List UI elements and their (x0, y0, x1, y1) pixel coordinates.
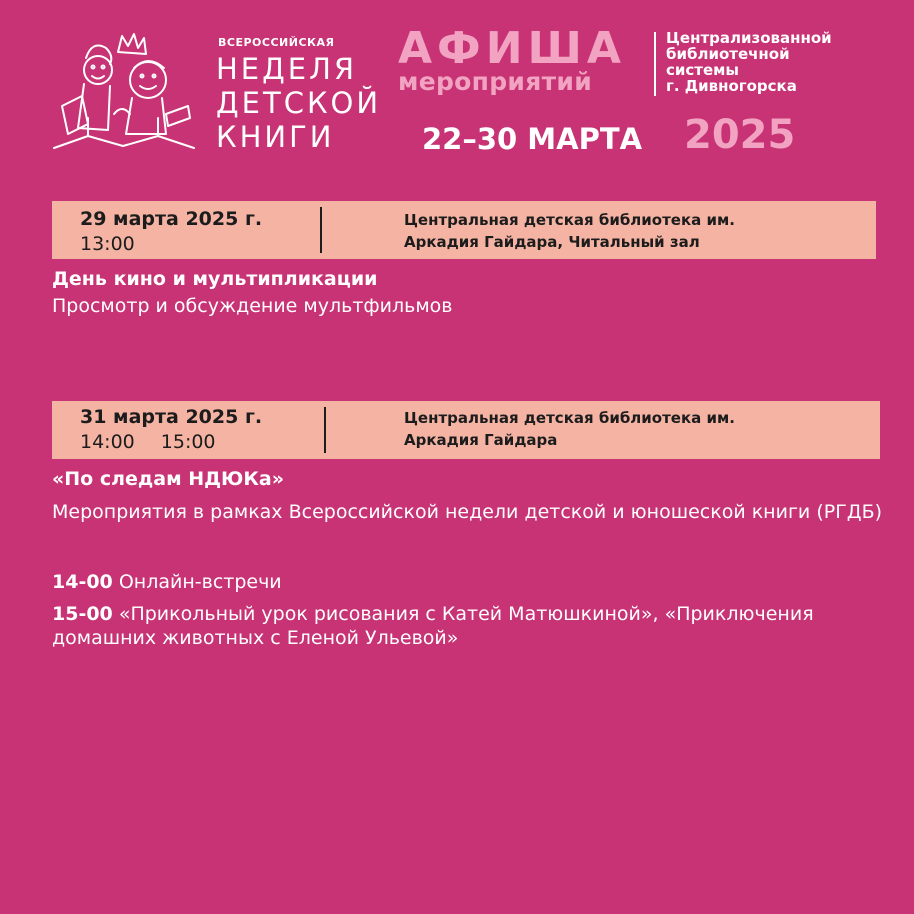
schedule-text: «Прикольный урок рисования с Катей Матюшкиной», «Приключения домашних животных с Еленой Ульевой» (52, 603, 814, 649)
event-title: «По следам НДЮКа» (52, 468, 284, 490)
schedule-item (52, 602, 892, 650)
event-title: День кино и мультипликации (52, 268, 378, 290)
event-info-bar (52, 201, 876, 259)
event-times (80, 431, 216, 453)
event-description: Просмотр и обсуждение мультфильмов (52, 295, 453, 317)
event-venue (404, 407, 874, 451)
organization-line: Централизованной (666, 29, 832, 47)
bar-divider (324, 407, 326, 453)
organization-line: библиотечной (666, 45, 790, 63)
bar-divider (320, 207, 322, 253)
organization-line: системы (666, 61, 739, 79)
header-divider (654, 32, 656, 96)
year: 2025 (684, 112, 796, 158)
afisha-title: АФИША (398, 23, 626, 74)
organization-name (666, 30, 832, 94)
event-info-bar (52, 401, 880, 459)
afisha-subtitle: мероприятий (398, 67, 593, 96)
week-title-line: КНИГИ (216, 120, 335, 154)
event-date: 31 марта 2025 г. (80, 406, 263, 428)
venue-line: Центральная детская библиотека им. (404, 409, 735, 427)
event-time: 15:00 (160, 431, 216, 453)
schedule-item (52, 570, 892, 594)
schedule-text: Онлайн-встречи (118, 571, 282, 593)
book-week-logo-icon (48, 18, 198, 158)
week-title-line: ДЕТСКОЙ (216, 86, 382, 120)
organization-line: г. Дивногорска (666, 77, 797, 95)
venue-line: Аркадия Гайдара, Читальный зал (404, 233, 700, 251)
date-range: 22–30 МАРТА (422, 122, 643, 156)
event-time: 13:00 (80, 233, 135, 255)
week-title (216, 52, 386, 154)
week-subtitle: ВСЕРОССИЙСКАЯ (218, 36, 335, 49)
venue-line: Центральная детская библиотека им. (404, 211, 735, 229)
week-title-line: НЕДЕЛЯ (216, 52, 358, 86)
event-description: Мероприятия в рамках Всероссийской недели детской и юношеской книги (РГДБ) (52, 501, 883, 523)
venue-line: Аркадия Гайдара (404, 431, 558, 449)
event-time: 14:00 (80, 431, 135, 453)
event-venue (404, 209, 874, 253)
schedule-time: 15-00 (52, 603, 113, 625)
schedule-time: 14-00 (52, 571, 113, 593)
event-date: 29 марта 2025 г. (80, 208, 263, 230)
